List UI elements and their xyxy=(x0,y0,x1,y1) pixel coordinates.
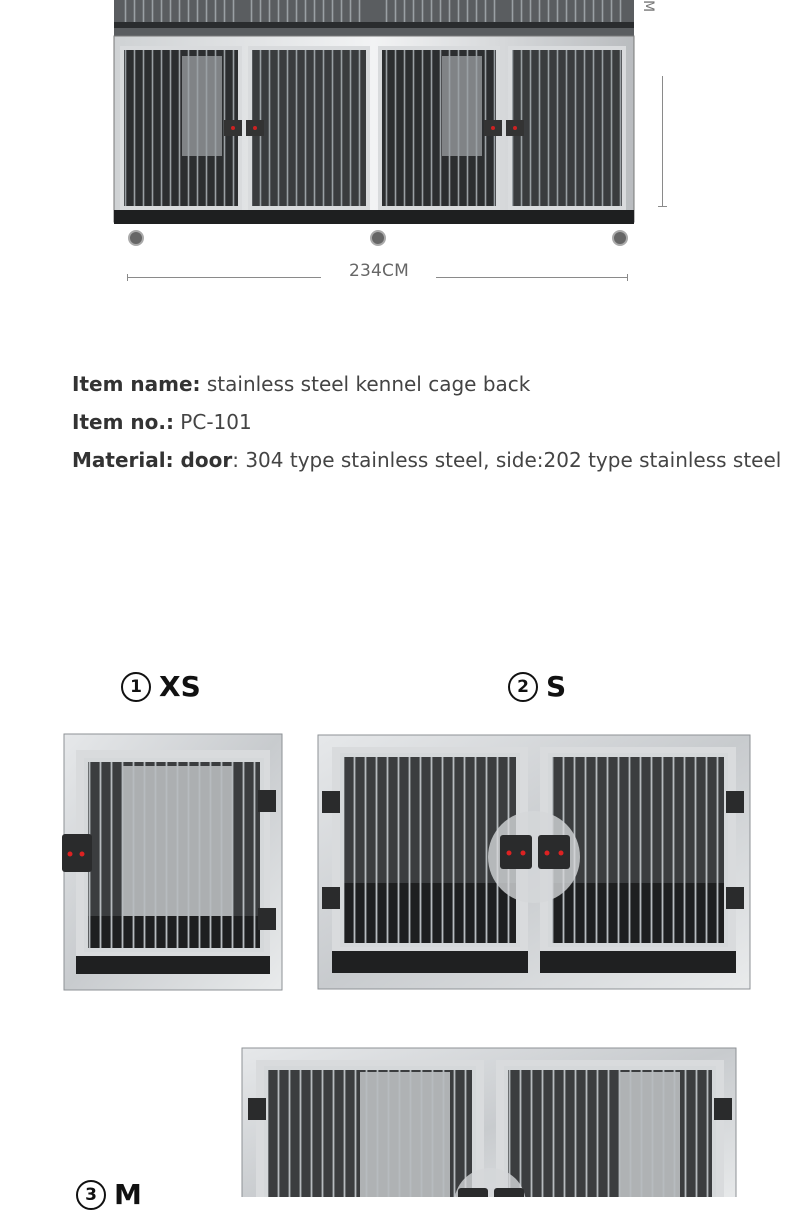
xs-cage-image xyxy=(62,730,284,992)
kennel-bank-image xyxy=(112,0,636,250)
width-dimension-line-right xyxy=(436,277,628,278)
spec-item-no xyxy=(72,410,252,434)
width-dimension-label: 234CM xyxy=(349,261,409,281)
width-dimension-line-left xyxy=(127,277,321,278)
size-number-m: 3 xyxy=(76,1180,106,1210)
spec-material-label: Material: door xyxy=(72,448,233,472)
size-heading-s xyxy=(508,670,566,703)
spec-item-no-label: Item no.: xyxy=(72,410,174,434)
width-dimension-tick-left xyxy=(127,274,128,281)
height-dimension-label: M xyxy=(640,0,656,13)
size-heading-m xyxy=(76,1178,142,1211)
height-dimension-line xyxy=(662,76,663,206)
spec-material-value: : 304 type stainless steel, side:202 type stainless steel xyxy=(232,448,782,472)
m-cage-image xyxy=(240,1046,738,1197)
spec-item-name-value: stainless steel kennel cage back xyxy=(200,372,531,396)
spec-item-name xyxy=(72,372,530,396)
spec-item-name-label: Item name: xyxy=(72,372,201,396)
height-dimension-tick xyxy=(658,206,667,207)
size-label-xs: XS xyxy=(159,670,201,703)
size-heading-xs xyxy=(121,670,201,703)
size-number-xs: 1 xyxy=(121,672,151,702)
spec-material xyxy=(72,448,781,472)
size-label-m: M xyxy=(114,1178,142,1211)
size-number-s: 2 xyxy=(508,672,538,702)
width-dimension-tick-right xyxy=(627,274,628,281)
size-label-s: S xyxy=(546,670,567,703)
spec-item-no-value: PC-101 xyxy=(173,410,252,434)
s-cage-image xyxy=(316,733,752,991)
